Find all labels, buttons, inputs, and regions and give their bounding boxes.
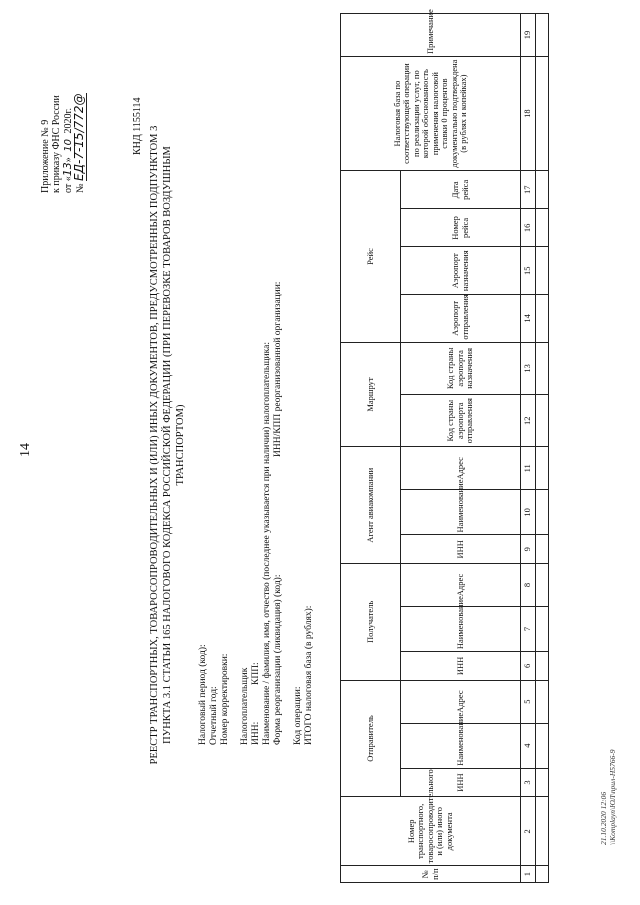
header-receiver: Получатель (341, 564, 401, 681)
tax-period-label: Налоговый период (код): (198, 644, 208, 745)
total-tax-base-label: ИТОГО налоговая база (в рублях): (304, 605, 314, 745)
flight-date: Дата рейса (401, 171, 521, 209)
appendix-block (40, 43, 86, 193)
column-number: 5 (521, 680, 536, 723)
table-row (536, 14, 549, 883)
table-cell[interactable] (536, 652, 549, 681)
column-number: 16 (521, 209, 536, 247)
reorg-form-label: Форма реорганизации (ликвидация) (код): (273, 574, 283, 745)
sender-name: Наименование (401, 723, 521, 768)
appendix-line-2: к приказу ФНС России (51, 95, 62, 193)
table-cell[interactable] (536, 295, 549, 343)
receiver-name: Наименование (401, 606, 521, 651)
registry-table (340, 9, 549, 883)
header-note: Примечание (341, 14, 521, 57)
flight-arrival-airport: Аэропорт назначения (401, 247, 521, 295)
header-tax-base: Налоговая база по соответствующей операции по реализации услуг, по которой обоснованность применения налоговой ставки 0 процентов документально подтверждена (в рублях и копейках) (341, 56, 521, 170)
order-no-prefix: № (75, 183, 86, 193)
table-cell[interactable] (536, 680, 549, 723)
table-cell[interactable] (536, 342, 549, 394)
header-sender: Отправитель (341, 680, 401, 797)
column-number: 6 (521, 652, 536, 681)
table-cell[interactable] (536, 447, 549, 490)
table-cell[interactable] (536, 606, 549, 651)
stamp-line-1: 21.10.2020 12:06 (599, 791, 608, 845)
kpp-label: КПП: (251, 662, 261, 685)
column-number: 15 (521, 247, 536, 295)
table-cell[interactable] (536, 723, 549, 768)
column-number: 11 (521, 447, 536, 490)
column-number: 7 (521, 606, 536, 651)
reporting-year-label: Отчетный год: (209, 686, 219, 745)
date-prefix: от « (63, 176, 74, 193)
date-day: 13 (61, 162, 74, 177)
appendix-order (74, 43, 86, 193)
taxpayer-label: Налогоплательщик (240, 667, 250, 745)
column-number: 3 (521, 768, 536, 797)
table-cell[interactable] (536, 535, 549, 564)
column-number: 4 (521, 723, 536, 768)
column-number-row (521, 14, 536, 883)
column-number: 19 (521, 14, 536, 57)
header-num: № п/п (341, 866, 521, 883)
agent-inn: ИНН (401, 535, 521, 564)
table-cell[interactable] (536, 866, 549, 883)
table-cell[interactable] (536, 14, 549, 57)
header-flight: Рейс (341, 171, 401, 342)
column-number: 2 (521, 797, 536, 866)
correction-label: Номер корректировки: (220, 653, 230, 745)
appendix-line-1: Приложение № 9 (40, 119, 51, 193)
agent-name: Наименование (401, 490, 521, 535)
table-cell[interactable] (536, 490, 549, 535)
table-cell[interactable] (536, 247, 549, 295)
column-number: 8 (521, 564, 536, 607)
column-number: 17 (521, 171, 536, 209)
route-arrival-country: Код страны аэропорта назначения (401, 342, 521, 394)
order-number: ЕД-7-15/772@ (72, 93, 86, 181)
header-document: Номер транспортного, товаросопроводительного и (или) иного документа (341, 797, 521, 866)
column-number: 9 (521, 535, 536, 564)
sender-address: Адрес (401, 680, 521, 723)
sender-inn: ИНН (401, 768, 521, 797)
stamp-line-2: \\Komplayn\ЮЛ\прил-Н5766-9 (607, 749, 617, 845)
receiver-inn: ИНН (401, 652, 521, 681)
route-departure-country: Код страны аэропорта отправления (401, 395, 521, 447)
receiver-address: Адрес (401, 564, 521, 607)
knd-code: КНД 1155114 (132, 97, 143, 155)
date-year: 2020г. (63, 108, 74, 134)
table-cell[interactable] (536, 171, 549, 209)
agent-address: Адрес (401, 447, 521, 490)
table-cell[interactable] (536, 56, 549, 170)
column-number: 12 (521, 395, 536, 447)
page-number: 14 (18, 443, 33, 457)
header-agent: Агент авиакомпании (341, 447, 401, 564)
flight-departure-airport: Аэропорт отправления (401, 295, 521, 343)
column-number: 13 (521, 342, 536, 394)
header-route: Маршрут (341, 342, 401, 447)
table-cell[interactable] (536, 768, 549, 797)
date-mid: » (63, 157, 74, 163)
table-cell[interactable] (536, 797, 549, 866)
flight-number: Номер рейса (401, 209, 521, 247)
column-number: 1 (521, 866, 536, 883)
table-cell[interactable] (536, 395, 549, 447)
table-cell[interactable] (536, 564, 549, 607)
document-title: РЕЕСТР ТРАНСПОРТНЫХ, ТОВАРОСОПРОВОДИТЕЛЬНЫХ И (ИЛИ) ИНЫХ ДОКУМЕНТОВ, ПРЕДУСМОТРЕННЫХ ПОДПУНКТОМ 3 ПУНКТА 3.1 СТАТЬИ 165 НАЛОГОВОГО КОДЕКСА РОССИЙСКОЙ ФЕДЕРАЦИИ (ПРИ ПЕРЕВОЗКЕ ТОВАРОВ ВОЗДУШНЫМ ТРАНСПОРТОМ) (149, 125, 186, 765)
date-month: 10 (63, 139, 74, 152)
column-number: 10 (521, 490, 536, 535)
taxpayer-info (198, 185, 315, 745)
column-number: 14 (521, 295, 536, 343)
reorg-inn-label: ИНН/КПП реорганизованной организации: (273, 281, 283, 457)
inn-label: ИНН: (251, 721, 261, 745)
table-cell[interactable] (536, 209, 549, 247)
operation-code-label: Код операции: (293, 686, 303, 745)
taxpayer-name-label: Наименование / фамилия, имя, отчество (последнее указывается при наличии) налогоплательщика: (262, 342, 272, 745)
column-number: 18 (521, 56, 536, 170)
file-stamp (600, 750, 617, 845)
